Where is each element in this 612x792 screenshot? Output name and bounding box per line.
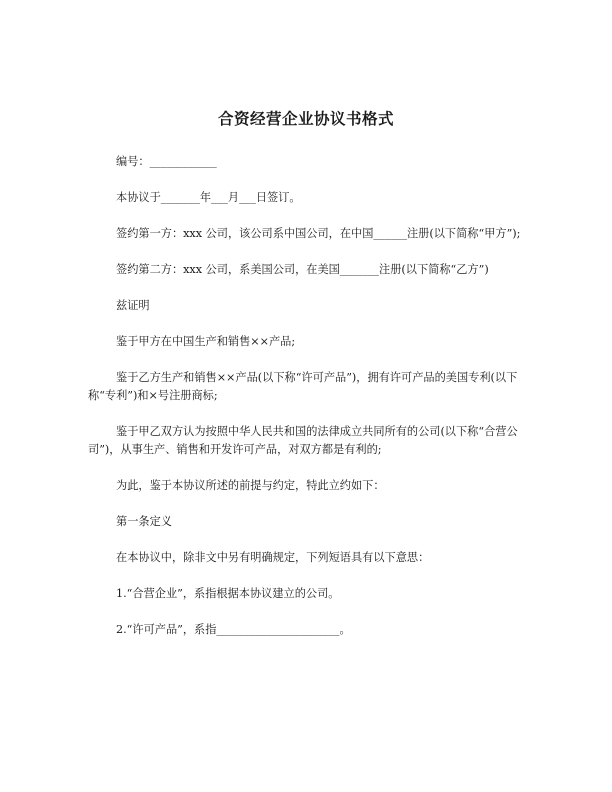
signing-date: 本协议于_______年___月___日签订。 xyxy=(116,191,301,204)
article-1-heading: 第一条定义 xyxy=(116,515,172,528)
document-title: 合资经营企业协议书格式 xyxy=(217,110,394,128)
recital-1: 鉴于甲方在中国生产和销售××产品; xyxy=(116,335,296,348)
recital-3: 鉴于甲乙双方认为按照中华人民共和国的法律成立共同所有的公司(以下称“合营公司”)，从事生产、销售和开发许可产品，对双方都是有利的; xyxy=(88,425,518,456)
agreement-intro: 为此，鉴于本协议所述的前提与约定，特此立约如下： xyxy=(116,479,385,492)
recital-2: 鉴于乙方生产和销售××产品(以下称“许可产品”)，拥有许可产品的美国专利(以下称“专利”)和×号注册商标; xyxy=(88,371,518,402)
document-body xyxy=(88,153,532,657)
witness-heading: 兹证明 xyxy=(116,299,150,312)
party-b: 签约第二方：xxx 公司，系美国公司，在美国_______注册(以下简称“乙方”) xyxy=(116,263,489,276)
definitions-intro: 在本协议中，除非文中另有明确规定，下列短语具有以下意思： xyxy=(116,551,430,564)
definition-1: 1.“合营企业”，系指根据本协议建立的公司。 xyxy=(116,587,340,600)
contract-number: 编号：____________ xyxy=(116,155,217,168)
party-a: 签约第一方：xxx 公司，该公司系中国公司，在中国______注册(以下简称“甲方”); xyxy=(116,227,521,240)
definition-2: 2.“许可产品”，系指______________________。 xyxy=(116,623,351,636)
